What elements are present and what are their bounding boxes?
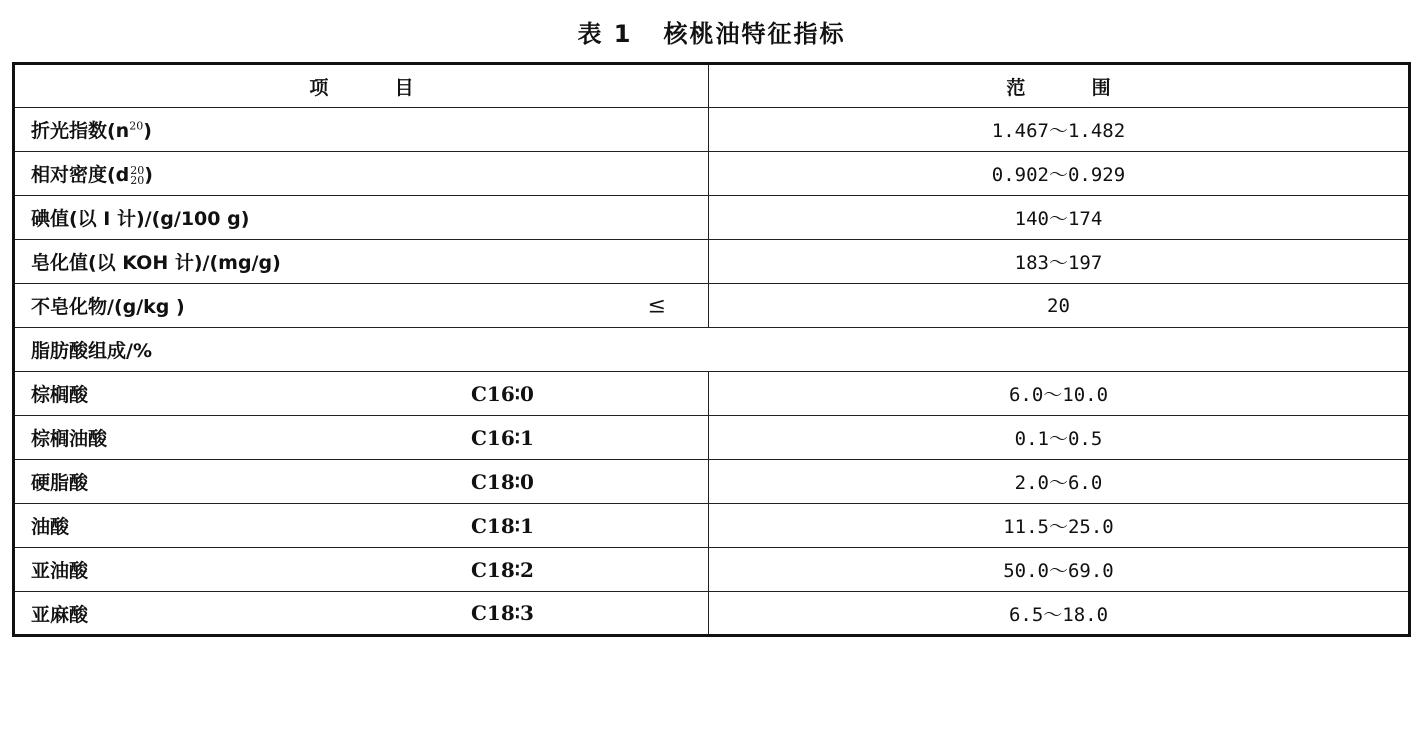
- range-cell: 20: [709, 284, 1410, 328]
- acid-name: 棕榈油酸: [31, 428, 108, 450]
- item-cell: [14, 372, 709, 416]
- range-cell: 11.5～25.0: [709, 504, 1410, 548]
- section-label: 脂肪酸组成/%: [31, 340, 152, 362]
- table-title: 表 1 核桃油特征指标: [577, 20, 846, 48]
- table-row: [14, 460, 1410, 504]
- acid-name: 硬脂酸: [31, 472, 89, 494]
- table-row: [14, 196, 1410, 240]
- item-cell: [14, 196, 709, 240]
- range-cell: 1.467～1.482: [709, 108, 1410, 152]
- item-cell: [14, 416, 709, 460]
- table-row: [14, 416, 1410, 460]
- spec-table: [12, 62, 1411, 637]
- item-name: 皂化值(以 KOH 计)/(mg/g): [31, 252, 281, 274]
- acid-name: 油酸: [31, 516, 70, 538]
- acid-name: 亚油酸: [31, 560, 89, 582]
- table-row: [14, 240, 1410, 284]
- item-cell: [14, 504, 709, 548]
- item-cell: [14, 460, 709, 504]
- table-row: [14, 548, 1410, 592]
- lte-symbol: ≤: [647, 293, 666, 318]
- acid-code: C16∶1: [471, 425, 534, 450]
- item-supsub: [130, 166, 144, 186]
- item-sup: 20: [129, 119, 144, 133]
- item-suffix: ): [143, 120, 152, 142]
- acid-code: C16∶0: [471, 381, 534, 406]
- item-cell: [14, 108, 709, 152]
- item-cell: [14, 284, 709, 328]
- range-cell: 0.1～0.5: [709, 416, 1410, 460]
- item-suffix: ): [144, 164, 153, 186]
- table-row: [14, 108, 1410, 152]
- table-row: [14, 152, 1410, 196]
- item-cell: [14, 548, 709, 592]
- item-name: 折光指数(n: [31, 120, 130, 142]
- item-cell: [14, 240, 709, 284]
- table-row: [14, 372, 1410, 416]
- range-cell: 6.0～10.0: [709, 372, 1410, 416]
- acid-name: 棕榈酸: [31, 384, 89, 406]
- header-item: 项 目: [14, 64, 709, 108]
- acid-code: C18∶1: [471, 513, 534, 538]
- table-row: [14, 504, 1410, 548]
- table-row: [14, 284, 1410, 328]
- item-cell: [14, 152, 709, 196]
- acid-code: C18∶3: [471, 601, 534, 625]
- range-cell: 183～197: [709, 240, 1410, 284]
- fatty-acid-header: [14, 328, 1410, 372]
- item-name: 碘值(以 I 计)/(g/100 g): [31, 208, 250, 230]
- header-row: [14, 64, 1410, 108]
- range-cell: 50.0～69.0: [709, 548, 1410, 592]
- item-name: 相对密度(d: [31, 164, 130, 186]
- acid-code: C18∶2: [471, 557, 534, 582]
- item-sup: 20: [130, 164, 145, 177]
- range-cell: 6.5～18.0: [709, 592, 1410, 636]
- table-row: [14, 592, 1410, 636]
- acid-name: 亚麻酸: [31, 603, 89, 626]
- item-cell: [14, 592, 709, 636]
- item-name: 不皂化物/(g/kg ): [31, 296, 185, 318]
- header-range: 范 围: [709, 64, 1410, 108]
- range-cell: 140～174: [709, 196, 1410, 240]
- section-row: [14, 328, 1410, 372]
- range-cell: 0.902～0.929: [709, 152, 1410, 196]
- acid-code: C18∶0: [471, 469, 534, 494]
- item-sub: 20: [130, 174, 145, 187]
- range-cell: 2.0～6.0: [709, 460, 1410, 504]
